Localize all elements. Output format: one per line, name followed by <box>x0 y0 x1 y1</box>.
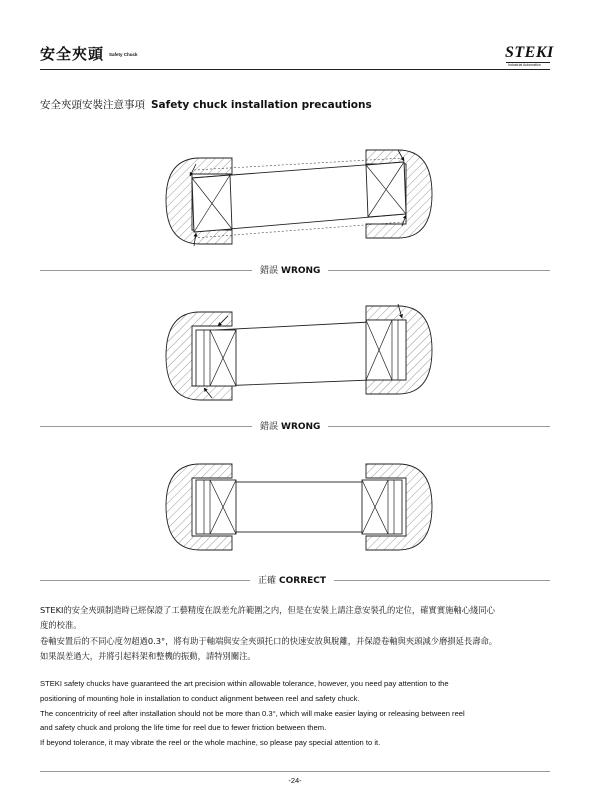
section-title-en: Safety chuck installation precautions <box>151 99 372 111</box>
right-end-block <box>366 320 406 380</box>
right-end-block <box>362 480 402 534</box>
page-number: -24- <box>288 776 302 785</box>
body-en-line: STEKI safety chucks have guaranteed the art precision within allowable tolerance, however, you need pay attention to the <box>40 679 449 688</box>
body-en-line: positioning of mounting hole in installation to conduct alignment between reel and safety chuck. <box>40 693 360 703</box>
caption-wrong-1 <box>252 263 328 276</box>
body-zh-line: 卷軸安置后的不同心度勿超過0.3°，將有助于軸端與安全夾頭托口的快速安放與脫離，并保證卷軸與夾頭減少磨損延長壽命。 <box>40 635 498 646</box>
left-end-block <box>192 175 232 232</box>
caption-en: WRONG <box>281 266 321 276</box>
right-end-block <box>366 162 406 217</box>
shaft <box>216 322 372 386</box>
caption-correct <box>250 573 334 586</box>
body-en-line: If beyond tolerance, it may vibrate the reel or the whole machine, so please pay special attention to it. <box>40 738 381 748</box>
diagram-correct <box>166 464 432 550</box>
diagram-wrong-unseated <box>166 304 432 400</box>
page-header-title: 安全夾頭 <box>40 45 105 63</box>
body-text-zh <box>40 603 550 665</box>
caption-zh: 錯誤 <box>260 422 279 432</box>
body-zh-line: 如果誤差過大，并將引起料架和整機的振動，請特別關注。 <box>40 651 256 662</box>
diagram-wrong-tilted <box>166 150 432 246</box>
page-header-subtitle: Safety Chuck <box>109 52 138 57</box>
caption-zh: 正確 <box>258 576 277 586</box>
caption-en: WRONG <box>281 422 321 432</box>
left-end-block <box>196 480 236 534</box>
caption-en: CORRECT <box>279 576 327 586</box>
logo-tagline: Industrial Automation <box>508 63 541 67</box>
footer-rule <box>40 771 550 772</box>
caption-wrong-2 <box>252 419 328 432</box>
body-en-line: The concentricity of reel after installation should not be more than 0.3°, which will make easier laying or releasing between reel <box>40 708 465 718</box>
body-text-en <box>40 677 550 751</box>
section-title-zh: 安全夾頭安裝注意事項 <box>40 99 145 111</box>
shaft <box>230 482 368 532</box>
steki-logo: STEKI <box>505 44 554 61</box>
body-zh-line: 度的校准。 <box>40 620 82 631</box>
left-end-block <box>196 330 236 386</box>
body-zh-line: STEKI的安全夾頭制造時已經保證了工藝精度在誤差允許範圍之内，但是在安裝上請注意安裝孔的定位，確實實施軸心綫同心 <box>40 605 495 615</box>
body-en-line: and safety chuck and prolong the life time for reel due to fewer friction between them. <box>40 723 327 733</box>
caption-zh: 錯誤 <box>260 266 279 276</box>
